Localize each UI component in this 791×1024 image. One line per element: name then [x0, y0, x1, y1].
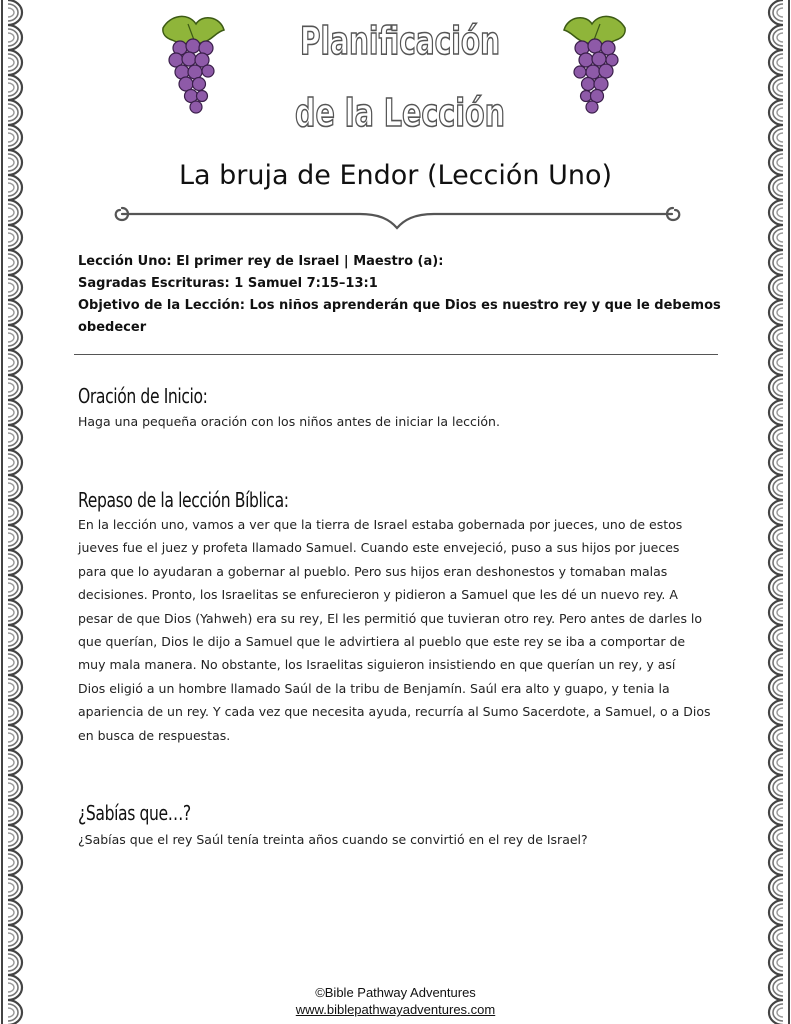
review-line: en busca de respuestas.: [78, 727, 231, 743]
did-you-know-text: ¿Sabías que el rey Saúl tenía treinta años cuando se convirtió en el rey de Israel?: [78, 832, 588, 847]
info-lesson-line: Lección Uno: El primer rey de Israel | Maestro (a):: [78, 254, 444, 269]
grapes-icon-right: [560, 10, 630, 120]
grapes-icon-left: [158, 10, 228, 120]
info-scripture-line: Sagradas Escrituras: 1 Samuel 7:15–13:1: [78, 276, 378, 291]
review-paragraph: [78, 513, 718, 747]
review-line: jueves fue el juez y profeta llamado Samuel. Cuando este envejeció, puso a sus hijos por jueces: [78, 540, 680, 556]
review-line: En la lección uno, vamos a ver que la tierra de Israel estaba gobernada por jueces, uno de estos: [78, 517, 683, 532]
opening-prayer-text: Haga una pequeña oración con los niños antes de iniciar la lección.: [78, 414, 500, 429]
review-line: para que lo ayudaran a gobernar al pueblo. Pero sus hijos eran deshonestos y tomaban malas: [78, 563, 668, 579]
horizontal-divider: [74, 354, 718, 355]
review-line: pesar de que Dios (Yahweh) era su rey, El les permitió que tuvieran otro rey. Pero antes de darles lo: [78, 610, 703, 626]
decorative-border-right: [751, 0, 791, 1024]
review-line: muy mala manera. No obstante, los Israelitas siguieron insistiendo en que querían un rey, y así: [78, 657, 676, 673]
title-line-2: de la Lección: [295, 91, 505, 135]
info-objective-line-cont: obedecer: [78, 320, 147, 335]
did-you-know-heading: ¿Sabías que…?: [78, 801, 191, 825]
info-objective-line: Objetivo de la Lección: Los niños aprenderán que Dios es nuestro rey y que le debemos: [78, 298, 721, 313]
review-line: que querían, Dios le dijo a Samuel que le advirtiera al pueblo que este rey se iba a comportar de: [78, 634, 686, 650]
page-title: [270, 8, 530, 140]
title-line-1: Planificación: [300, 19, 500, 63]
opening-prayer-heading: Oración de Inicio:: [78, 384, 208, 408]
review-line: apariencia de un rey. Y cada vez que necesita ayuda, recurría al Sumo Sacerdote, a Samuel, o a Dios: [78, 704, 711, 720]
footer: [240, 984, 551, 1018]
footer-copyright: ©Bible Pathway Adventures: [315, 985, 476, 1000]
flourish-divider: [110, 196, 685, 232]
review-line: decisiones. Pronto, los Israelitas se enfurecieron y pidieron a Samuel que les dé un nuevo rey. A: [78, 587, 678, 603]
decorative-border-left: [0, 0, 40, 1024]
review-line: Dios eligió a un hombre llamado Saúl de la tribu de Benjamín. Saúl era alto y guapo, y tenia la: [78, 680, 670, 696]
review-heading: Repaso de la lección Bíblica:: [78, 488, 289, 512]
lesson-info: [78, 251, 721, 339]
lesson-title: La bruja de Endor (Lección Uno): [178, 160, 613, 191]
footer-url-link[interactable]: www.biblepathwayadventures.com: [295, 1002, 496, 1017]
